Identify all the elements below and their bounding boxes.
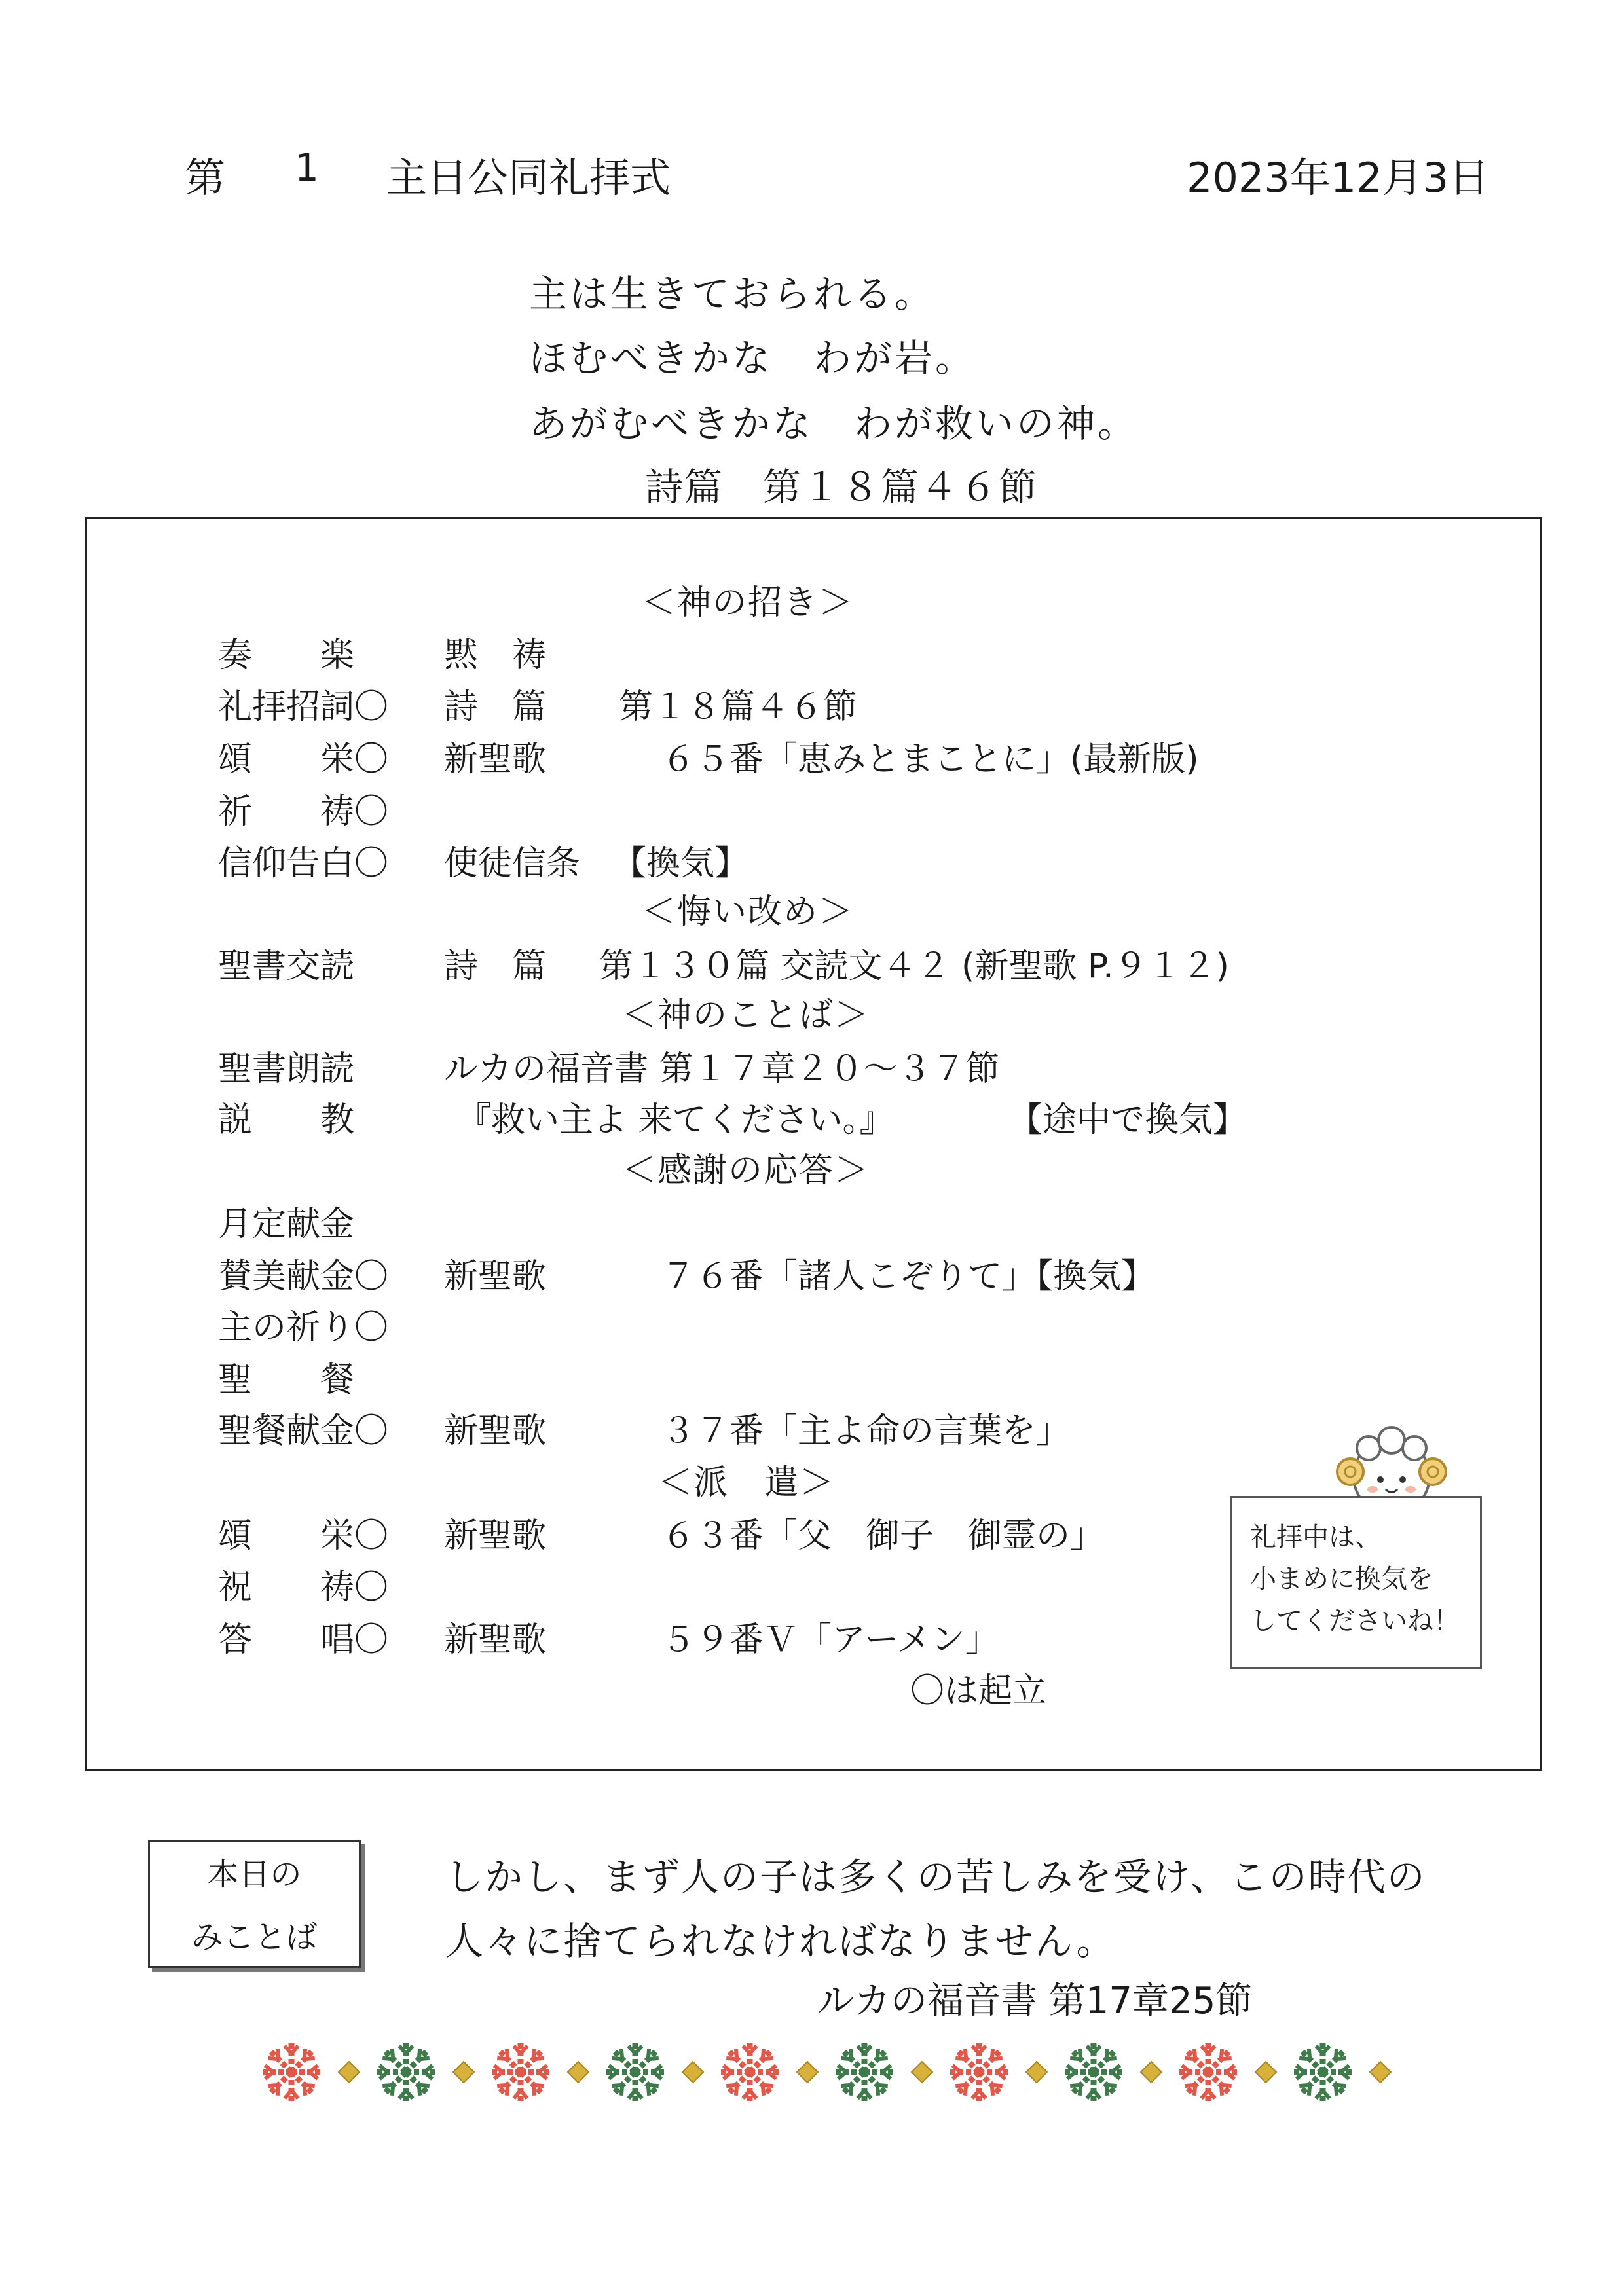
diamond-icon bbox=[912, 2062, 932, 2083]
item-label-communion-offering: 聖餐献金〇 bbox=[218, 1412, 389, 1451]
diamond-icon bbox=[453, 2062, 474, 2083]
todays-word-line-1: しかし、まず人の子は多くの苦しみを受け、この時代の bbox=[445, 1855, 1426, 1899]
todays-word-box bbox=[148, 1840, 361, 1968]
item-col2-prelude: 黙 祷 bbox=[444, 636, 547, 675]
snowflake-icon bbox=[490, 2042, 551, 2102]
item-label-doxology-2: 頌 栄〇 bbox=[218, 1516, 389, 1556]
opening-verse-line-3: あがむべきかな わが救いの神。 bbox=[529, 401, 1139, 446]
opening-verse-line-1: 主は生きておられる。 bbox=[529, 272, 936, 316]
item-col2-amen: 新聖歌 bbox=[444, 1620, 547, 1660]
diamond-icon bbox=[1026, 2062, 1047, 2083]
item-label-benediction: 祝 祷〇 bbox=[218, 1568, 389, 1607]
section-call: ＜神の招き＞ bbox=[642, 583, 855, 623]
todays-word-reference: ルカの福音書 第17章25節 bbox=[817, 1980, 1253, 2022]
item-col3-praise-offering: ７６番「諸人こぞりて」【換気】 bbox=[661, 1257, 1156, 1296]
item-label-praise-offering: 賛美献金〇 bbox=[218, 1257, 389, 1296]
item-col2-creed: 使徒信条 bbox=[444, 844, 581, 883]
snowflake-icon bbox=[605, 2042, 665, 2102]
todays-word-line-2: 人々に捨てられなければなりません。 bbox=[445, 1919, 1116, 1963]
item-col2-sermon: 『救い主よ 来てください。』 bbox=[457, 1101, 894, 1140]
item-label-lords-prayer: 主の祈り〇 bbox=[218, 1308, 389, 1347]
item-col3-responsive-reading: 第１３０篇 交読文４２ (新聖歌 P.９１２) bbox=[599, 947, 1229, 986]
item-label-sermon: 説 教 bbox=[218, 1101, 355, 1140]
snowflake-border bbox=[255, 2033, 1408, 2111]
item-label-creed: 信仰告白〇 bbox=[218, 844, 389, 883]
snowflake-icon bbox=[261, 2042, 322, 2102]
item-label-responsive-reading: 聖書交読 bbox=[218, 947, 355, 986]
snowflake-icon bbox=[376, 2042, 436, 2102]
item-label-communion: 聖 餐 bbox=[218, 1360, 355, 1400]
item-col3-call-to-worship: 第１８篇４６節 bbox=[619, 687, 858, 727]
snowflake-icon bbox=[834, 2042, 895, 2102]
snowflake-icon bbox=[949, 2042, 1009, 2102]
diamond-icon bbox=[1370, 2062, 1391, 2083]
item-col3-doxology-2: ６３番「父 御子 御霊の」 bbox=[661, 1516, 1105, 1556]
opening-verse-line-2: ほむべきかな わが岩。 bbox=[529, 336, 976, 380]
snowflake-icon bbox=[720, 2042, 780, 2102]
bubble-line-2: 小まめに換気を bbox=[1250, 1564, 1433, 1594]
bubble-line-1: 礼拝中は、 bbox=[1250, 1522, 1381, 1552]
item-col2-call-to-worship: 詩 篇 bbox=[444, 687, 547, 727]
diamond-icon bbox=[1255, 2062, 1276, 2083]
item-col2-scripture-reading: ルカの福音書 第１７章２０～３７節 bbox=[444, 1049, 1000, 1089]
item-col3-creed: 【換気】 bbox=[612, 844, 749, 883]
item-label-prelude: 奏 楽 bbox=[218, 636, 355, 675]
section-word: ＜神のことば＞ bbox=[622, 996, 870, 1035]
standing-note: 〇は起立 bbox=[910, 1671, 1047, 1711]
item-col3-communion-offering: ３７番「主よ命の言葉を」 bbox=[661, 1412, 1071, 1451]
item-col2-responsive-reading: 詩 篇 bbox=[444, 947, 547, 986]
bubble-line-3: してくださいね！ bbox=[1250, 1606, 1460, 1636]
service-date: 2023年12月3日 bbox=[1187, 154, 1490, 202]
diamond-icon bbox=[797, 2062, 818, 2083]
diamond-icon bbox=[1141, 2062, 1162, 2083]
section-thanks: ＜感謝の応答＞ bbox=[622, 1151, 870, 1190]
service-number: 1 bbox=[295, 145, 319, 190]
item-col3-amen: ５９番Ｖ「アーメン」 bbox=[661, 1620, 999, 1660]
todays-word-box-line-2: みことば bbox=[191, 1919, 318, 1956]
diamond-icon bbox=[568, 2062, 589, 2083]
item-label-doxology-1: 頌 栄〇 bbox=[218, 740, 389, 779]
opening-verse-reference: 詩篇 第１８篇４６節 bbox=[645, 465, 1039, 509]
section-sending: ＜派 遣＞ bbox=[658, 1463, 836, 1503]
item-label-scripture-reading: 聖書朗読 bbox=[218, 1049, 355, 1089]
item-col2-doxology-2: 新聖歌 bbox=[444, 1516, 547, 1556]
snowflake-icon bbox=[1178, 2042, 1238, 2102]
service-title: 主日公同礼拝式 bbox=[386, 154, 671, 202]
item-col2-praise-offering: 新聖歌 bbox=[444, 1257, 547, 1296]
snowflake-icon bbox=[1293, 2042, 1353, 2102]
item-col3-sermon: 【途中で換気】 bbox=[1008, 1101, 1247, 1140]
diamond-icon bbox=[339, 2062, 360, 2083]
item-col2-communion-offering: 新聖歌 bbox=[444, 1412, 547, 1451]
item-label-monthly-offering: 月定献金 bbox=[218, 1205, 355, 1244]
ventilation-reminder-bubble bbox=[1230, 1496, 1482, 1669]
header-dai: 第 bbox=[185, 154, 226, 202]
item-label-prayer: 祈 祷〇 bbox=[218, 792, 389, 831]
snowflake-icon bbox=[1063, 2042, 1124, 2102]
section-repentance: ＜悔い改め＞ bbox=[642, 892, 855, 932]
todays-word-box-line-1: 本日の bbox=[207, 1856, 302, 1893]
item-label-amen: 答 唱〇 bbox=[218, 1620, 389, 1660]
item-col2-doxology-1: 新聖歌 bbox=[444, 740, 547, 779]
diamond-icon bbox=[682, 2062, 703, 2083]
item-col3-doxology-1: ６５番「恵みとまことに」(最新版) bbox=[661, 740, 1199, 779]
item-label-call-to-worship: 礼拝招詞〇 bbox=[218, 687, 389, 727]
